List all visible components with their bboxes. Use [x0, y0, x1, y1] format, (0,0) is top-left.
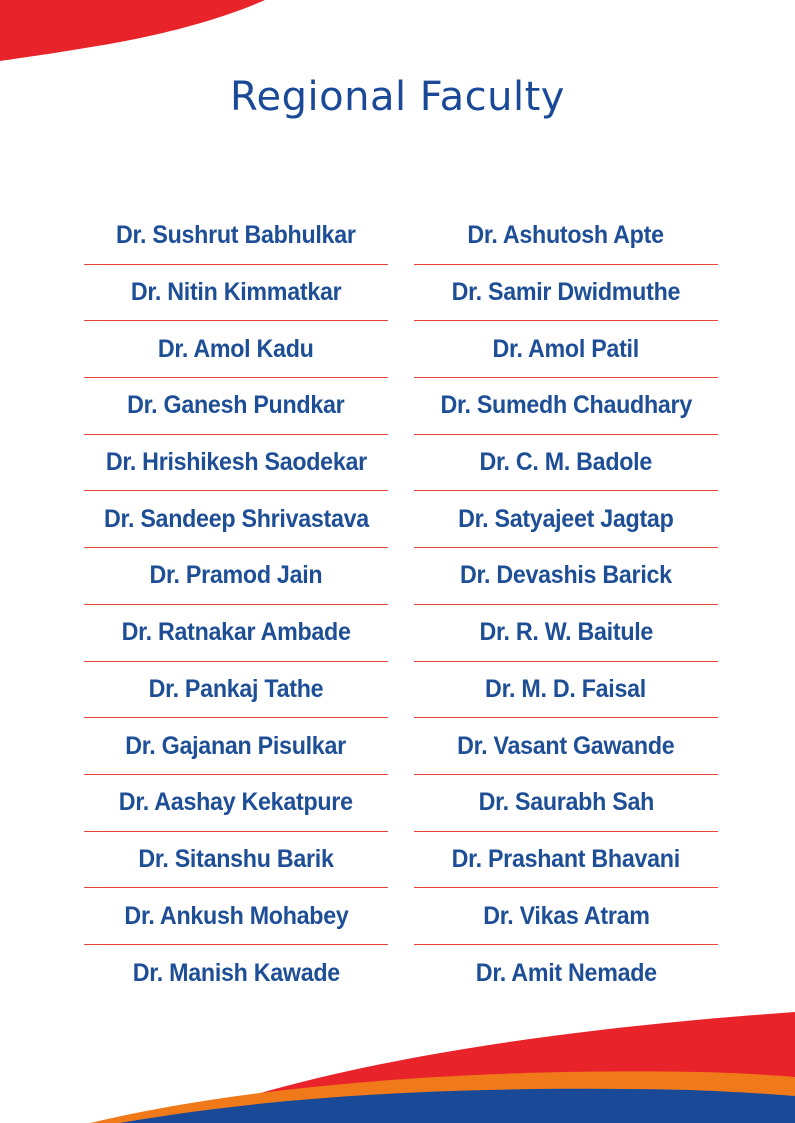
- faculty-column-left: [84, 208, 388, 1002]
- list-item: [84, 662, 388, 719]
- list-item: [414, 321, 718, 378]
- faculty-name: Dr. Sushrut Babhulkar: [116, 221, 356, 250]
- faculty-name: Dr. Saurabh Sah: [478, 788, 654, 817]
- list-item: [414, 548, 718, 605]
- list-item: [414, 491, 718, 548]
- list-item: [414, 718, 718, 775]
- faculty-name: Dr. Devashis Barick: [460, 561, 672, 590]
- list-item: [414, 832, 718, 889]
- faculty-name: Dr. M. D. Faisal: [485, 674, 647, 703]
- faculty-name: Dr. Vikas Atram: [482, 901, 650, 930]
- list-item: [414, 208, 718, 265]
- list-item: [84, 321, 388, 378]
- list-item: [414, 888, 718, 945]
- faculty-name: Dr. Ratnakar Ambade: [121, 618, 351, 647]
- faculty-name: Dr. Amol Patil: [492, 334, 640, 363]
- faculty-name: Dr. Ganesh Pundkar: [127, 391, 345, 420]
- faculty-name: Dr. Prashant Bhavani: [451, 844, 681, 873]
- faculty-name: Dr. Aashay Kekatpure: [119, 788, 353, 817]
- faculty-name: Dr. Pramod Jain: [149, 561, 323, 590]
- faculty-name: Dr. Manish Kawade: [132, 958, 340, 987]
- faculty-name: Dr. Sumedh Chaudhary: [440, 391, 692, 420]
- list-item: [414, 378, 718, 435]
- list-item: [84, 378, 388, 435]
- list-item: [414, 662, 718, 719]
- list-item: [414, 605, 718, 662]
- list-item: [84, 888, 388, 945]
- list-item: [414, 775, 718, 832]
- faculty-name: Dr. Ashutosh Apte: [467, 221, 665, 250]
- faculty-name: Dr. Samir Dwidmuthe: [451, 278, 681, 307]
- list-item: [414, 435, 718, 492]
- list-item: [84, 775, 388, 832]
- list-item: [84, 832, 388, 889]
- faculty-name: Dr. Satyajeet Jagtap: [458, 504, 674, 533]
- page-title: Regional Faculty: [230, 74, 565, 120]
- list-item: [84, 265, 388, 322]
- list-item: [84, 208, 388, 265]
- list-item: [84, 718, 388, 775]
- faculty-name: Dr. Sandeep Shrivastava: [103, 504, 369, 533]
- faculty-column-right: [414, 208, 718, 1002]
- faculty-name: Dr. Sitanshu Barik: [138, 844, 334, 873]
- top-red-swoosh: [0, 0, 265, 61]
- list-item: [84, 435, 388, 492]
- faculty-name: Dr. Amol Kadu: [158, 334, 314, 363]
- faculty-name: Dr. Vasant Gawande: [457, 731, 675, 760]
- faculty-name: Dr. Nitin Kimmatkar: [130, 278, 342, 307]
- faculty-name: Dr. Pankaj Tathe: [148, 674, 324, 703]
- faculty-name: Dr. C. M. Badole: [479, 448, 653, 477]
- list-item: [84, 605, 388, 662]
- list-item: [84, 491, 388, 548]
- list-item: [84, 548, 388, 605]
- faculty-name: Dr. Hrishikesh Saodekar: [105, 448, 367, 477]
- faculty-name: Dr. Gajanan Pisulkar: [125, 731, 347, 760]
- faculty-name: Dr. Amit Nemade: [475, 958, 657, 987]
- list-item: [414, 945, 718, 1002]
- list-item: [84, 945, 388, 1002]
- list-item: [414, 265, 718, 322]
- faculty-name: Dr. Ankush Mohabey: [123, 901, 349, 930]
- faculty-name: Dr. R. W. Baitule: [479, 618, 653, 647]
